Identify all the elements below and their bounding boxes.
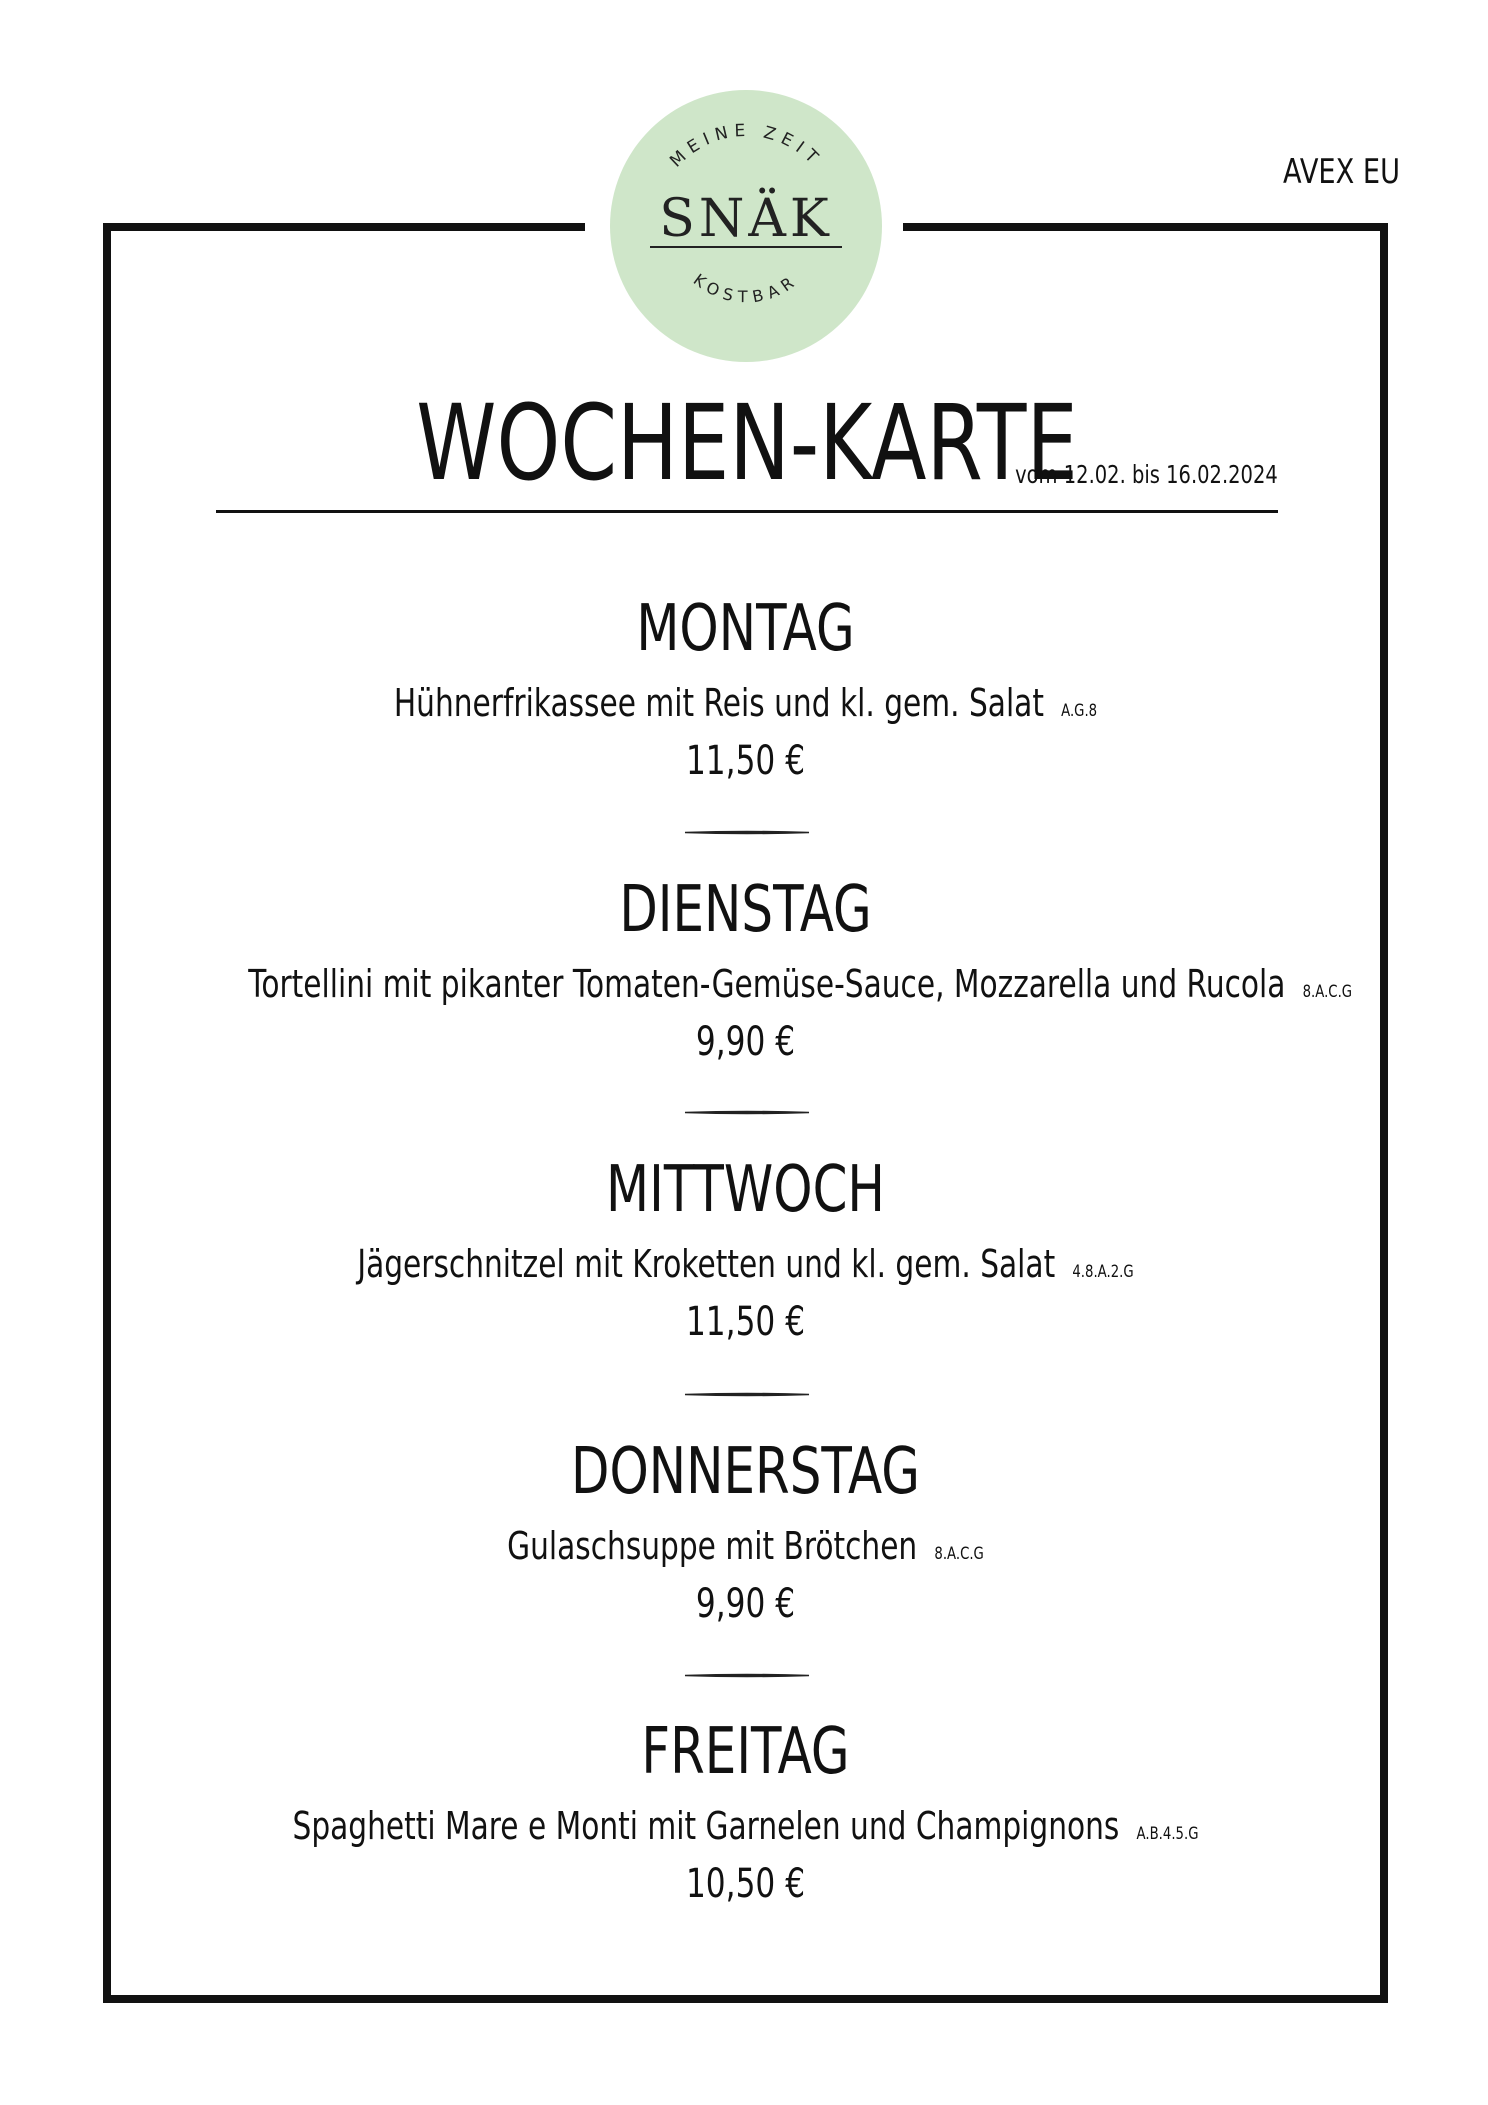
day-name: MONTAG xyxy=(636,592,855,666)
allergen-codes: 8.A.C.G xyxy=(934,1544,984,1564)
dish-line xyxy=(248,961,1353,1007)
dish-line xyxy=(248,1241,1243,1287)
dish-name: Spaghetti Mare e Monti mit Garnelen und Champignons xyxy=(292,1804,1120,1848)
allergen-codes: A.G.8 xyxy=(1061,701,1098,721)
logo-bottom-text: KOSTBAR xyxy=(689,269,803,307)
allergen-codes: 8.A.C.G xyxy=(1302,982,1353,1002)
dish-price: 11,50 € xyxy=(685,738,806,784)
date-range: vom 12.02. bis 16.02.2024 xyxy=(1015,460,1278,489)
dish-price: 9,90 € xyxy=(695,1581,796,1627)
dish-name: Gulaschsuppe mit Brötchen xyxy=(507,1524,918,1568)
title-underline xyxy=(216,510,1278,513)
day-section-dienstag xyxy=(108,873,1383,1067)
dish-price: 9,90 € xyxy=(695,1019,796,1065)
dish-price: 10,50 € xyxy=(685,1861,806,1907)
day-name: FREITAG xyxy=(641,1715,850,1789)
day-section-freitag xyxy=(108,1715,1383,1909)
day-section-donnerstag xyxy=(108,1435,1383,1629)
logo-top-text: MEINE ZEIT xyxy=(666,120,826,172)
separator xyxy=(683,830,811,835)
dish-name: Tortellini mit pikanter Tomaten-Gemüse-Sauce, Mozzarella und Rucola xyxy=(248,962,1286,1006)
day-name: DONNERSTAG xyxy=(571,1435,920,1509)
day-name: DIENSTAG xyxy=(619,873,872,947)
page-title: WOCHEN-KARTE xyxy=(416,382,1078,504)
separator xyxy=(683,1392,811,1397)
snak-logo xyxy=(610,90,882,362)
day-name: MITTWOCH xyxy=(606,1153,885,1227)
day-section-mittwoch xyxy=(108,1153,1383,1347)
dish-line xyxy=(248,680,1243,726)
dish-line xyxy=(248,1523,1243,1569)
company-name: AVEX EU xyxy=(1282,152,1400,192)
dish-name: Jägerschnitzel mit Kroketten und kl. gem. Salat xyxy=(357,1242,1056,1286)
allergen-codes: A.B.4.5.G xyxy=(1136,1824,1199,1844)
title-row xyxy=(216,382,1278,508)
separator xyxy=(683,1673,811,1678)
day-section-montag xyxy=(108,592,1383,786)
dish-name: Hühnerfrikassee mit Reis und kl. gem. Salat xyxy=(393,681,1044,725)
dish-price: 11,50 € xyxy=(685,1299,806,1345)
separator xyxy=(683,1110,811,1115)
allergen-codes: 4.8.A.2.G xyxy=(1072,1262,1134,1282)
logo-name: SNÄK xyxy=(659,189,833,249)
dish-line xyxy=(248,1803,1243,1849)
